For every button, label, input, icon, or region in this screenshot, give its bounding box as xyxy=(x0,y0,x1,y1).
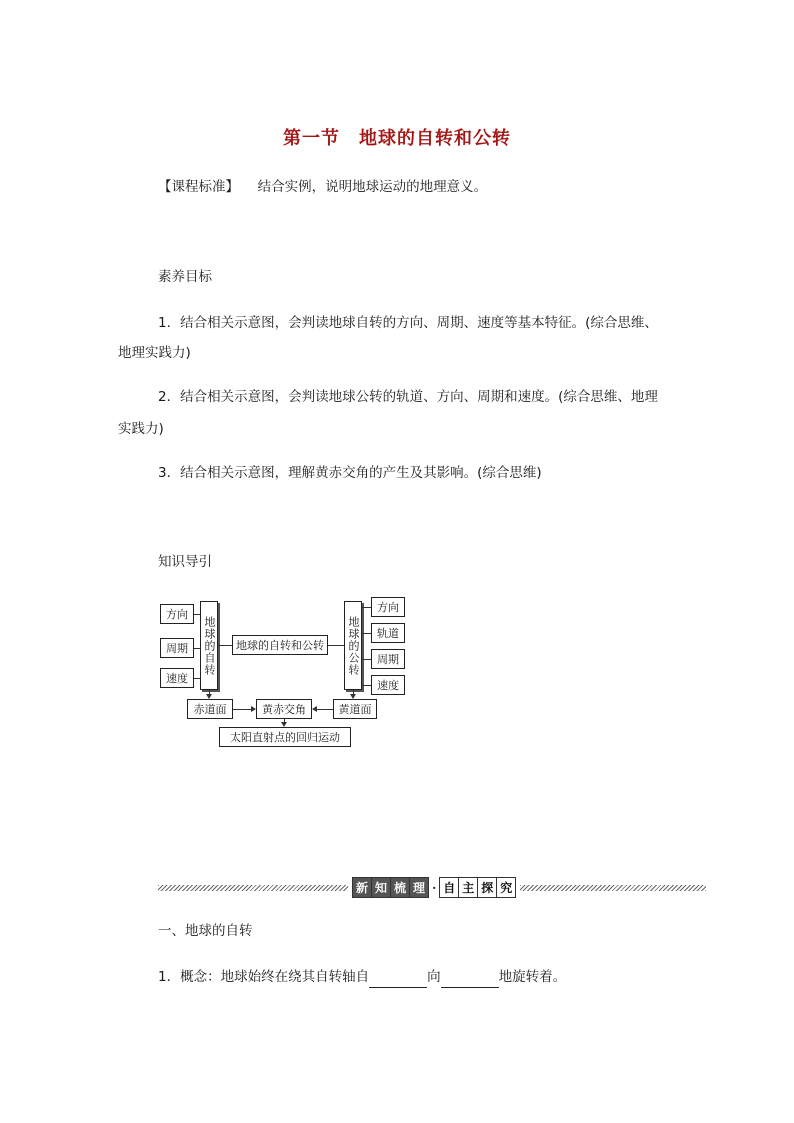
goals-heading: 素养目标 xyxy=(158,269,212,285)
left-item-period: 周期 xyxy=(160,638,194,658)
right-item-period: 周期 xyxy=(371,649,405,669)
standard-label: 【课程标准】 xyxy=(158,179,239,195)
banner-dot: · xyxy=(432,880,437,895)
equatorial-plane-box: 赤道面 xyxy=(187,699,233,719)
banner-new-knowledge: 新 知 梳 理 xyxy=(352,877,429,898)
page-title: 第一节 地球的自转和公转 xyxy=(283,128,511,149)
goal-2-line2: 实践力) xyxy=(118,421,164,437)
earth-revolution-box: 地球的公转 xyxy=(344,601,362,690)
right-item-speed: 速度 xyxy=(371,675,405,695)
section-banner xyxy=(352,877,516,898)
banner-self-study: 自 主 探 究 xyxy=(439,877,516,898)
center-topic-box: 地球的自转和公转 xyxy=(232,635,328,655)
ecliptic-plane-box: 黄道面 xyxy=(333,699,377,719)
right-item-orbit: 轨道 xyxy=(371,623,405,643)
subsolar-migration-box: 太阳直射点的回归运动 xyxy=(219,727,351,747)
course-standard xyxy=(158,176,487,198)
left-item-speed: 速度 xyxy=(160,668,194,688)
goal-3-line1: 3．结合相关示意图，理解黄赤交角的产生及其影响。(综合思维) xyxy=(158,465,542,481)
goal-1-line2: 地理实践力) xyxy=(118,345,191,361)
concept-line: 1．概念：地球始终在绕其自转轴自 向 地旋转着。 xyxy=(158,966,566,988)
answer-blank-2[interactable] xyxy=(441,973,499,988)
banner-hatch-left xyxy=(158,885,348,891)
goal-2-line1: 2．结合相关示意图，会判读地球公转的轨道、方向、周期和速度。(综合思维、地理 xyxy=(158,389,658,405)
obliquity-box: 黄赤交角 xyxy=(256,699,312,719)
guide-heading: 知识导引 xyxy=(158,554,212,570)
section1-heading: 一、地球的自转 xyxy=(158,923,253,939)
standard-text: 结合实例，说明地球运动的地理意义。 xyxy=(257,179,488,195)
left-item-direction: 方向 xyxy=(160,604,194,624)
banner-hatch-right xyxy=(520,885,706,891)
right-item-direction: 方向 xyxy=(371,597,405,617)
earth-rotation-box: 地球的自转 xyxy=(200,601,218,690)
goal-1-line1: 1．结合相关示意图，会判读地球自转的方向、周期、速度等基本特征。(综合思维、 xyxy=(158,315,658,331)
answer-blank-1[interactable] xyxy=(369,973,427,988)
